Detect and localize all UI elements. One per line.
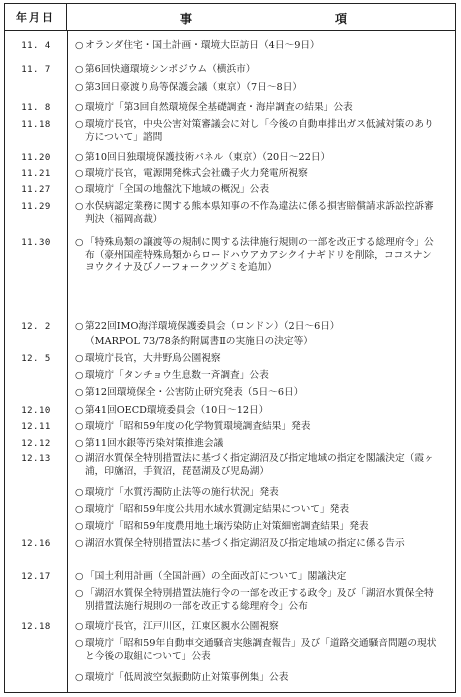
bullet-circle: ○ bbox=[75, 421, 84, 432]
event-item bbox=[75, 521, 440, 534]
event-text: 環境庁「全国の地盤沈下地域の概況」公表 bbox=[85, 184, 270, 195]
event-text: 第10回日独環境保護技術パネル（東京）（20日～22日） bbox=[85, 152, 331, 163]
event-item bbox=[75, 421, 440, 434]
event-item bbox=[75, 588, 440, 613]
bullet-circle: ○ bbox=[75, 538, 84, 549]
event-item bbox=[75, 40, 440, 53]
event-text: 環境庁「昭和59年度農用地土壌汚染防止対策細密調査結果」発表 bbox=[85, 521, 369, 532]
bullet-circle: ○ bbox=[75, 82, 84, 93]
row-date: 11.18 bbox=[21, 120, 51, 130]
event-text: 環境庁長官，中央公害対策審議会に対し「今後の自動車排出ガス低減対策のあり方について」諮問 bbox=[85, 119, 434, 143]
event-text: 環境庁長官，電源開発株式会社磯子火力発電所視察 bbox=[85, 168, 308, 179]
row-date: 11.29 bbox=[21, 202, 51, 212]
date-column-header: 年月日 bbox=[5, 4, 67, 30]
bullet-circle: ○ bbox=[75, 438, 84, 449]
bullet-circle: ○ bbox=[75, 370, 84, 381]
bullet-circle: ○ bbox=[75, 353, 84, 364]
bullet-circle: ○ bbox=[75, 453, 84, 464]
event-item bbox=[75, 353, 440, 366]
event-item bbox=[75, 453, 440, 478]
event-item bbox=[75, 168, 440, 181]
event-text: 環境庁「昭和59年自動車交通騒音実態調査報告」及び「道路交通騒音問題の現状と今後の取組について」公表 bbox=[85, 638, 437, 662]
bullet-circle: ○ bbox=[75, 672, 84, 683]
row-date: 12. 2 bbox=[21, 322, 51, 332]
row-date: 12. 5 bbox=[21, 354, 51, 364]
bullet-circle: ○ bbox=[75, 405, 84, 416]
event-text: 環境庁「低周波空気振動防止対策事例集」公表 bbox=[85, 672, 289, 683]
item-column-header-part2: 項 bbox=[335, 12, 348, 26]
event-item bbox=[75, 487, 440, 500]
bullet-circle: ○ bbox=[75, 119, 84, 130]
row-date: 11. 8 bbox=[21, 103, 51, 113]
event-text: 湖沼水質保全特別措置法に基づく指定湖沼及び指定地域の指定に係る告示 bbox=[85, 538, 405, 549]
bullet-circle: ○ bbox=[75, 621, 84, 632]
event-item bbox=[75, 184, 440, 197]
event-item bbox=[75, 387, 440, 400]
row-date: 12.18 bbox=[21, 622, 51, 632]
bullet-circle: ○ bbox=[75, 168, 84, 179]
bullet-circle: ○ bbox=[75, 638, 84, 649]
row-date: 12.17 bbox=[21, 572, 51, 582]
bullet-circle: ○ bbox=[75, 321, 84, 332]
event-item bbox=[75, 405, 440, 418]
bullet-circle: ○ bbox=[75, 64, 84, 75]
event-text: 環境庁「昭和59年度の化学物質環境調査結果」発表 bbox=[85, 421, 311, 432]
event-item bbox=[75, 201, 440, 226]
bullet-circle: ○ bbox=[75, 201, 84, 212]
bullet-circle: ○ bbox=[75, 237, 84, 248]
event-text: 第41回OECD環境委員会（10日～12日） bbox=[85, 405, 269, 416]
row-date: 12.11 bbox=[21, 422, 51, 432]
event-text: 第11回水銀等汚染対策推進会議 bbox=[85, 438, 224, 449]
row-date: 12.10 bbox=[21, 406, 51, 416]
bullet-circle: ○ bbox=[75, 521, 84, 532]
bullet-circle: ○ bbox=[75, 40, 84, 51]
row-date: 12.12 bbox=[21, 439, 51, 449]
table-header bbox=[5, 4, 455, 31]
event-text: 第12回環境保全・公害防止研究発表（5日～6日） bbox=[85, 387, 304, 398]
event-item bbox=[75, 504, 440, 517]
item-column-header-part1: 事 bbox=[180, 12, 193, 26]
row-date: 12.16 bbox=[21, 539, 51, 549]
event-text: 「国土利用計画（全国計画）の全面改訂について」閣議決定 bbox=[85, 571, 347, 582]
row-date: 11.27 bbox=[21, 185, 51, 195]
event-text: 水俣病認定業務に関する熊本県知事の不作為違法に係る損害賠償請求訴訟控訴審判決（福岡高裁） bbox=[85, 201, 434, 225]
bullet-circle: ○ bbox=[75, 387, 84, 398]
event-text: オランダ住宅・国土計画・環境大臣訪日（4日～9日） bbox=[85, 40, 320, 51]
bullet-circle: ○ bbox=[75, 588, 84, 599]
bullet-circle: ○ bbox=[75, 487, 84, 498]
bullet-circle: ○ bbox=[75, 184, 84, 195]
event-text: 環境庁「水質汚濁防止法等の施行状況」発表 bbox=[85, 487, 279, 498]
row-date: 12.13 bbox=[21, 454, 51, 464]
event-text: 第3回日豪渡り鳥等保護会議（東京）（7日～8日） bbox=[85, 82, 303, 93]
event-item bbox=[75, 321, 440, 334]
event-text: 第6回快適環境シンポジウム（横浜市） bbox=[85, 64, 256, 75]
row-date: 11. 4 bbox=[21, 41, 51, 51]
row-date: 11.21 bbox=[21, 169, 51, 179]
event-text: 環境庁「第3回自然環境保全基礎調査・海岸調査の結果」公表 bbox=[85, 102, 353, 113]
bullet-circle: ○ bbox=[75, 571, 84, 582]
event-item bbox=[75, 638, 440, 663]
event-text: 第22回IMO海洋環境保護委員会（ロンドン）（2日～6日） bbox=[85, 321, 340, 332]
bullet-circle: ○ bbox=[75, 102, 84, 113]
event-item bbox=[75, 102, 440, 115]
row-date: 11. 7 bbox=[21, 65, 51, 75]
row-date: 11.30 bbox=[21, 238, 51, 248]
event-item bbox=[75, 64, 440, 77]
event-text: 「湖沼水質保全特別措置法施行令の一部を改正する政令」及び「湖沼水質保全特別措置法施行規則の一部を改正する総理府令」公布 bbox=[85, 588, 434, 612]
event-item bbox=[85, 336, 440, 349]
event-item bbox=[75, 571, 440, 584]
event-text: 環境庁「タンチョウ生息数一斉調査」公表 bbox=[85, 370, 269, 381]
column-divider bbox=[67, 31, 68, 692]
event-item bbox=[75, 538, 440, 551]
event-item bbox=[75, 119, 440, 144]
event-item bbox=[75, 82, 440, 95]
row-date: 11.20 bbox=[21, 153, 51, 163]
event-item bbox=[75, 621, 440, 634]
chronology-table bbox=[4, 3, 456, 693]
event-text: 環境庁「昭和59年度公共用水域水質測定結果について」発表 bbox=[85, 504, 350, 515]
bullet-circle: ○ bbox=[75, 504, 84, 515]
event-text: （MARPOL 73/78条約附属書Ⅱの実施日の決定等） bbox=[85, 336, 313, 347]
event-text: 環境庁長官，大井野鳥公園視察 bbox=[85, 353, 221, 364]
event-item bbox=[75, 438, 440, 451]
event-item bbox=[75, 672, 440, 685]
event-item bbox=[75, 237, 440, 275]
event-item bbox=[75, 370, 440, 383]
event-item bbox=[75, 152, 440, 165]
event-text: 「特殊鳥類の譲渡等の規制に関する法律施行規則の一部を改正する総理府令」公布（豪州国産特殊鳥類からロードハウアカアシクイナギドリを削除，ココスナンヨウクイナ及びノーフォークツグミを追加） bbox=[85, 237, 434, 274]
bullet-circle: ○ bbox=[75, 152, 84, 163]
event-text: 湖沼水質保全特別措置法に基づく指定湖沼及び指定地域の指定を閣議決定（霞ヶ浦，印旛沼，手賀沼，琵琶湖及び児島湖） bbox=[85, 453, 434, 477]
event-text: 環境庁長官，江戸川区，江東区親水公園視察 bbox=[85, 621, 279, 632]
